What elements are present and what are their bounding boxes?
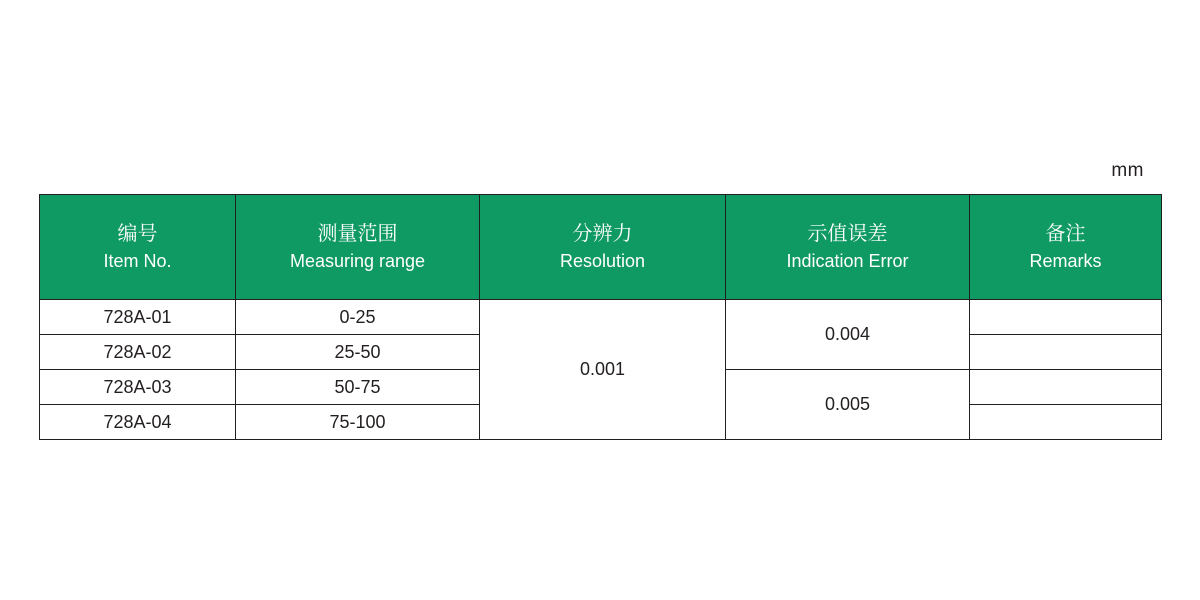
cell-item-no: 728A-01 xyxy=(40,300,236,335)
unit-label: mm xyxy=(1111,160,1144,181)
cell-measuring-range: 25-50 xyxy=(236,335,480,370)
cell-remarks xyxy=(970,405,1162,440)
column-header-resolution-cn: 分辨力 xyxy=(572,223,633,245)
column-header-indication-error-cn: 示值误差 xyxy=(807,223,888,245)
column-header-item-no-en: Item No. xyxy=(103,251,172,271)
cell-resolution: 0.001 xyxy=(480,300,726,440)
cell-item-no: 728A-04 xyxy=(40,405,236,440)
column-header-resolution xyxy=(480,195,726,300)
cell-indication-error-2: 0.005 xyxy=(726,370,970,440)
cell-measuring-range: 50-75 xyxy=(236,370,480,405)
table-body xyxy=(40,300,1162,440)
cell-item-no: 728A-03 xyxy=(40,370,236,405)
column-header-resolution-en: Resolution xyxy=(559,251,646,271)
cell-remarks xyxy=(970,300,1162,335)
table-header-row xyxy=(40,195,1162,300)
column-header-item-no xyxy=(40,195,236,300)
cell-indication-error-1: 0.004 xyxy=(726,300,970,370)
cell-remarks xyxy=(970,370,1162,405)
column-header-remarks xyxy=(970,195,1162,300)
table-row xyxy=(40,300,1162,335)
column-header-measuring-range xyxy=(236,195,480,300)
column-header-remarks-cn: 备注 xyxy=(1045,223,1086,245)
column-header-measuring-range-en: Measuring range xyxy=(289,251,426,271)
column-header-remarks-en: Remarks xyxy=(1029,251,1102,271)
cell-remarks xyxy=(970,335,1162,370)
specification-table xyxy=(39,194,1162,440)
table-header xyxy=(40,195,1162,300)
column-header-indication-error-en: Indication Error xyxy=(786,251,909,271)
cell-measuring-range: 0-25 xyxy=(236,300,480,335)
column-header-measuring-range-cn: 测量范围 xyxy=(317,223,398,245)
cell-measuring-range: 75-100 xyxy=(236,405,480,440)
column-header-item-no-cn: 编号 xyxy=(117,223,158,245)
cell-item-no: 728A-02 xyxy=(40,335,236,370)
column-header-indication-error xyxy=(726,195,970,300)
